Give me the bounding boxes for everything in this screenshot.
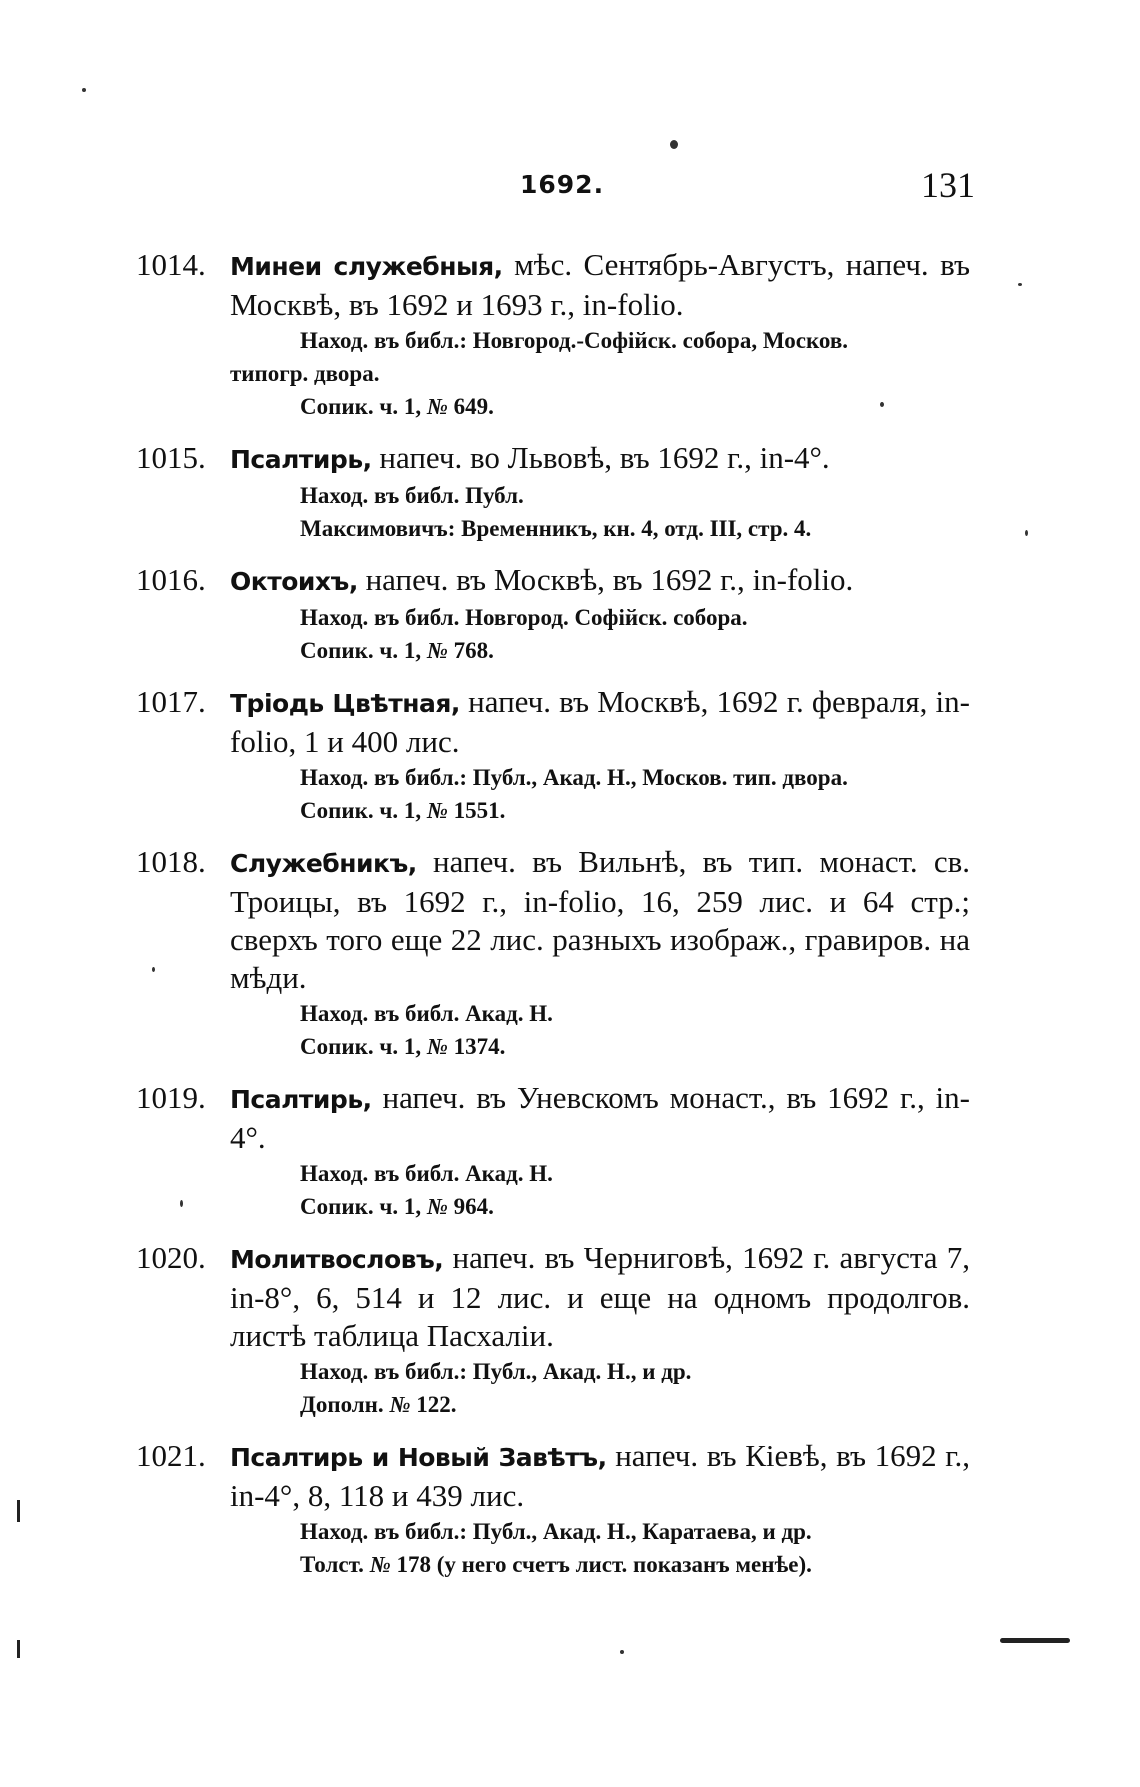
entry-number: 1021. [136, 1438, 206, 1473]
note-text: Наход. въ библ.: Публ., Акад. Н., и др. [300, 1359, 692, 1384]
note-text: Наход. въ библ. Публ. [300, 483, 524, 508]
reference-source: Дополн. [300, 1392, 390, 1417]
entry-note [300, 997, 980, 1030]
reference-number: 1374. [447, 1034, 506, 1059]
entry-note [300, 1030, 980, 1063]
entry-main-text [230, 561, 970, 601]
entry-note [300, 1355, 980, 1388]
entry-number: 1015. [136, 440, 206, 475]
scan-speck [620, 1650, 624, 1654]
reference-number: 649. [447, 394, 494, 419]
entry-main-text [230, 683, 970, 761]
entry-title: Молитвословъ, [230, 1245, 444, 1274]
reference-source: Сопик. ч. 1, [300, 798, 427, 823]
entry-note [300, 794, 980, 827]
note-text: Наход. въ библ. Новгород. Софійск. собора. [300, 605, 748, 630]
catalog-entry [0, 1239, 1140, 1421]
entry-number: 1017. [136, 684, 206, 719]
entry-number: 1018. [136, 844, 206, 879]
numero-sign: № [426, 1034, 448, 1059]
reference-source: Толст. [300, 1552, 370, 1577]
catalog-entry [0, 439, 1140, 545]
entry-number: 1020. [136, 1240, 206, 1275]
entry-description: мѣс. Сентябрь-Августъ, напеч. въ Москвѣ, въ 1692 и 1693 г., in-folio. [230, 247, 970, 322]
entry-number: 1016. [136, 562, 206, 597]
entry-description: напеч. въ Москвѣ, 1692 г. февраля, in-folio, 1 и 400 лис. [230, 684, 970, 759]
catalog-entry [0, 683, 1140, 827]
note-text: Наход. въ библ.: Публ., Акад. Н., Каратаева, и др. [300, 1519, 812, 1544]
entry-note [300, 1548, 980, 1581]
page-number: 131 [921, 165, 975, 205]
entry-title: Минеи служебныя, [230, 252, 503, 281]
entry-main-text [230, 1239, 970, 1355]
page-header [140, 165, 975, 210]
reference-number: 768. [447, 638, 494, 663]
entry-note [300, 1388, 980, 1421]
entry-number: 1014. [136, 247, 206, 282]
reference-number: 964. [447, 1194, 494, 1219]
entry-title: Псалтирь и Новый Завѣтъ, [230, 1443, 607, 1472]
numero-sign: № [426, 1194, 448, 1219]
entry-note [300, 1190, 980, 1223]
entry-note [300, 634, 980, 667]
reference-source: Сопик. ч. 1, [300, 1194, 427, 1219]
scan-edge-mark [17, 1640, 20, 1658]
note-continuation: типогр. двора. [230, 361, 380, 386]
entry-title: Тріодь Цвѣтная, [230, 689, 460, 718]
entry-description: напеч. во Львовѣ, въ 1692 г., in-4°. [371, 440, 830, 475]
entry-note [300, 390, 980, 423]
numero-sign: № [369, 1552, 391, 1577]
entry-description: напеч. въ Черниговѣ, 1692 г. августа 7, in-8°, 6, 514 и 12 лис. и еще на одномъ продолгов. листѣ таблица Пасхаліи. [230, 1240, 970, 1353]
numero-sign: № [389, 1392, 411, 1417]
entry-main-text [230, 246, 970, 324]
entry-note [300, 1515, 980, 1548]
numero-sign: № [426, 394, 448, 419]
reference-source: Сопик. ч. 1, [300, 1034, 427, 1059]
entry-description: напеч. въ Кіевѣ, въ 1692 г., in-4°, 8, 118 и 439 лис. [230, 1438, 970, 1513]
note-text: Наход. въ библ. Акад. Н. [300, 1001, 553, 1026]
entry-note [300, 324, 980, 357]
entry-note [300, 479, 980, 512]
entry-description: напеч. въ Москвѣ, въ 1692 г., in-folio. [357, 562, 854, 597]
entry-note [300, 761, 980, 794]
entry-main-text [230, 1079, 970, 1157]
reference-source: Сопик. ч. 1, [300, 394, 427, 419]
note-text: Наход. въ библ.: Новгород.-Софійск. собора, Москов. [300, 328, 849, 353]
reference-source: Сопик. ч. 1, [300, 638, 427, 663]
note-text: Наход. въ библ. Акад. Н. [300, 1161, 553, 1186]
entry-title: Псалтирь, [230, 445, 372, 474]
running-head-year: 1692. [520, 170, 605, 199]
entry-description: напеч. въ Вильнѣ, въ тип. монаст. св. Троицы, въ 1692 г., in-folio, 16, 259 лис. и 64 стр.; сверхъ того еще 22 лис. разныхъ изображ., гравиров. на мѣди. [230, 844, 970, 995]
scan-speck [82, 88, 86, 92]
catalog-entries [0, 246, 1140, 1597]
catalog-entry [0, 843, 1140, 1063]
entry-main-text [230, 1437, 970, 1515]
scan-edge-mark [1000, 1638, 1070, 1643]
numero-sign: № [426, 638, 448, 663]
reference-number: 122. [410, 1392, 457, 1417]
note-text: Максимовичъ: Временникъ, кн. 4, отд. III, стр. 4. [300, 516, 812, 541]
catalog-entry [0, 1437, 1140, 1581]
entry-note [300, 512, 980, 545]
entry-number: 1019. [136, 1080, 206, 1115]
catalog-entry [0, 1079, 1140, 1223]
catalog-entry [0, 246, 1140, 423]
entry-main-text [230, 439, 970, 479]
numero-sign: № [426, 798, 448, 823]
entry-main-text [230, 843, 970, 997]
entry-title: Псалтирь, [230, 1085, 372, 1114]
entry-title: Служебникъ, [230, 849, 417, 878]
note-text: Наход. въ библ.: Публ., Акад. Н., Москов. тип. двора. [300, 765, 848, 790]
entry-note [300, 601, 980, 634]
entry-note [300, 1157, 980, 1190]
reference-number: 1551. [447, 798, 506, 823]
reference-number: 178 (у него счетъ лист. показанъ менѣе). [390, 1552, 812, 1577]
entry-description: напеч. въ Уневскомъ монаст., въ 1692 г., in-4°. [230, 1080, 970, 1155]
scan-speck [670, 140, 678, 149]
entry-title: Октоихъ, [230, 567, 358, 596]
catalog-entry [0, 561, 1140, 667]
